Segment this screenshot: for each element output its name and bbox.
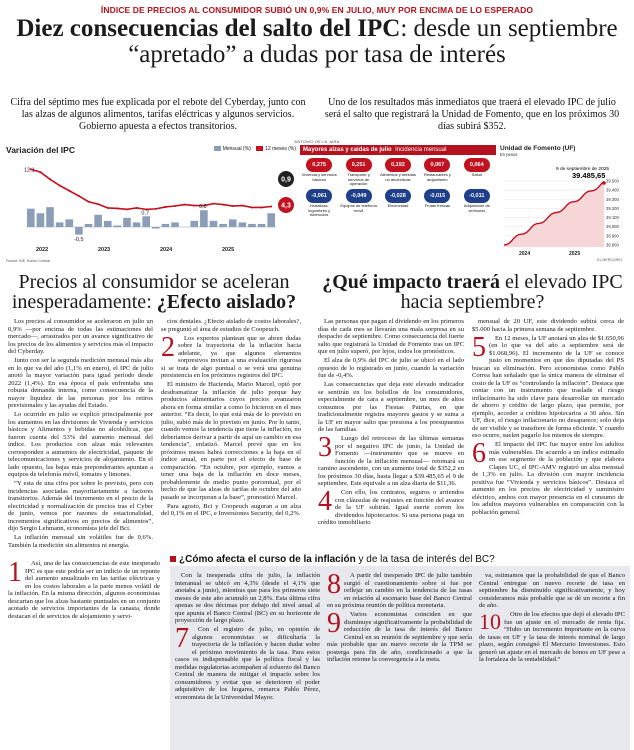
ipc-point-doce bbox=[241, 205, 243, 207]
item-4-text: Con ello, los contratos, seguros o arriendos con cláusulas de reajustes en función del avance de la UF subirán. Igual suerte corren los dividendos hipotecarios. Si una persona paga un crédito inmobiliario bbox=[318, 489, 464, 526]
legend-swatch-mensual bbox=[214, 146, 221, 151]
ipc-point-doce bbox=[68, 190, 70, 192]
item-2 bbox=[161, 331, 301, 380]
item-3-text: Luego del retroceso de las últimas semanas por el negativo IPC de junio, la Unidad de Fomento —instrumento que se mueve en función de la inflación mensual— retomará su camino ascendente, con un aumento total de $352,2 en los próximos 30 días, hasta llegar a $39.485,65 el 9 de septiembre. Este equivale a un alza diaria de $11,36. bbox=[318, 435, 464, 487]
ipc-chart-panel bbox=[6, 145, 296, 263]
ipc-point-doce bbox=[126, 208, 128, 210]
brand-watermark: EL MERCURIO bbox=[597, 258, 622, 262]
ipc-badge-label: 0,9 bbox=[281, 176, 291, 184]
item-9 bbox=[327, 608, 472, 664]
item-10-number: 10 bbox=[479, 609, 501, 634]
band-col-1-p0: Con la inesperada cifra de julio, la inflación interanual se ubicó en 4,3% (desde el 4,1% que anotaba a junio), mientras que para los primeros siete meses de este año acumuló un 2,8%. Esta última cifra apenas se dos décimas por debajo del nivel anual al que apunta el Banco Central (BC) en su horizonte de proyección de largo plazo. bbox=[175, 572, 320, 624]
col-a2-p3: Para agosto, Bci y Coopeuch auguran a un alza del 0,1% en el IPC, e Inversiones Security, del 0,2%. bbox=[161, 502, 301, 517]
incidence-label: Transporte y servicios de operación bbox=[347, 172, 370, 187]
uf-tick-label: 39.200 bbox=[606, 205, 619, 211]
ipc-point-doce bbox=[222, 204, 224, 206]
uf-title: Unidad de Fomento (UF) bbox=[500, 145, 576, 152]
incidence-value: -0,011 bbox=[464, 189, 490, 203]
item-1 bbox=[8, 560, 160, 620]
col-b2 bbox=[472, 318, 624, 554]
section-a-title bbox=[8, 272, 300, 312]
ipc-bar-mensual bbox=[200, 210, 208, 227]
uf-end-point bbox=[602, 181, 606, 185]
ipc-bar-mensual bbox=[219, 224, 227, 227]
item-8-number: 8 bbox=[327, 572, 341, 600]
ipc-bar-mensual bbox=[65, 219, 73, 227]
ipc-bar-mensual bbox=[258, 224, 266, 227]
item-2-number: 2 bbox=[161, 331, 175, 363]
incidence-item bbox=[339, 158, 377, 187]
ipc-point-doce bbox=[136, 207, 138, 209]
ipc-point-doce bbox=[39, 171, 41, 173]
ipc-badge-label: 4,3 bbox=[281, 202, 291, 210]
item-1-number: 1 bbox=[8, 560, 22, 588]
item-5-number: 5 bbox=[472, 331, 486, 363]
uf-tick-label: 39.400 bbox=[606, 187, 619, 193]
section-b-em: ¿Qué impacto traerá bbox=[322, 271, 500, 293]
ipc-point-doce bbox=[59, 185, 61, 187]
uf-panel bbox=[500, 145, 628, 263]
item-10 bbox=[479, 611, 625, 664]
incidence-label: Equipos de telefonía móvil bbox=[340, 203, 377, 213]
col-a2-p1: Los expertos plantean que se abren dudas sobre la trayectoria de la inflación hacia adelante, ya que algunos elementos sorpresivos invitan a una evaluación rigurosa si se trata de algo puntual o se verá una genuina persistencia en los próximos registros del IPC. bbox=[161, 334, 301, 379]
ipc-bar-mensual bbox=[171, 222, 179, 227]
item-3 bbox=[318, 432, 464, 488]
incidence-value: -0,015 bbox=[424, 189, 450, 203]
ipc-bar-mensual bbox=[85, 224, 93, 227]
ipc-chart-title: Variación del IPC bbox=[6, 145, 75, 155]
incidence-item bbox=[300, 189, 338, 218]
uf-tick-label: 39.000 bbox=[606, 224, 619, 230]
ipc-point-doce bbox=[97, 203, 99, 205]
ipc-point-doce bbox=[193, 205, 195, 207]
item-8 bbox=[327, 572, 472, 610]
ipc-bar-mensual bbox=[142, 216, 150, 227]
ipc-bar-mensual bbox=[152, 227, 160, 229]
band-title-bold: ¿Cómo afecta el curso de la inflación bbox=[179, 554, 356, 565]
col-a1-p4: La inflación mensual sin volátiles fue de 0,6%. También la medición sin alimentos ni energía. bbox=[8, 534, 153, 549]
mayores-panel bbox=[300, 145, 496, 263]
ipc-year-label: 2025 bbox=[222, 247, 235, 253]
item-6-number: 6 bbox=[472, 438, 486, 469]
incidence-item bbox=[458, 189, 496, 218]
col-b1-p1: El alza de 0,9% del IPC de julio se ubicó en el lado opuesto de lo registrado en junio, cuando la variación fue de -0,4%. bbox=[318, 357, 464, 379]
ipc-bar-mensual bbox=[210, 221, 218, 227]
incidence-item bbox=[418, 189, 456, 218]
legend-swatch-doce bbox=[256, 146, 263, 151]
ipc-source: Fuente: INE, Banco Central bbox=[6, 259, 50, 263]
ipc-bar-mensual bbox=[133, 222, 141, 227]
incidence-label: Alimentos y bebidas no alcohólicas bbox=[380, 172, 416, 182]
uf-date: 9 de septiembre de 2025 bbox=[556, 167, 610, 172]
uf-chart bbox=[500, 161, 628, 259]
photo-credit: ANTONIO DE LA JARA bbox=[294, 140, 340, 144]
ipc-point-doce bbox=[213, 203, 215, 205]
ipc-point-doce bbox=[164, 206, 166, 208]
mayores-grid bbox=[300, 158, 496, 218]
headline-rest: : desde un septiembre “apretado” a dudas por tasa de interés bbox=[128, 15, 618, 68]
ipc-bar-mensual bbox=[94, 215, 102, 227]
ipc-bar-mensual bbox=[162, 224, 170, 227]
incidence-value: -0,061 bbox=[306, 189, 332, 203]
ipc-point-doce bbox=[232, 205, 234, 207]
band-box bbox=[170, 566, 630, 750]
mayores-header bbox=[300, 145, 496, 155]
ipc-point-doce bbox=[174, 205, 176, 207]
incidence-value: -0,028 bbox=[385, 189, 411, 203]
col-a1-p3: “Y esta de una cifra por sobre lo previsto, pero con incidencias asociadas mayoritariamente a factores transitorios. Además del incremento en el precio de la electricidad y normalización de precios tras el Cyber de junio, vemos por razones de estacionalidad, incrementos significativos en precios de alimentos”, dijo Sergio Lehmann, economista jefe del Bci. bbox=[8, 480, 153, 532]
ipc-point-doce bbox=[116, 207, 118, 209]
item-3-number: 3 bbox=[318, 432, 332, 463]
incidence-item bbox=[300, 158, 338, 187]
ipc-point-doce bbox=[88, 201, 90, 203]
ipc-bar-mensual bbox=[27, 209, 35, 227]
section-a-em: ¿Efecto aislado? bbox=[156, 291, 297, 313]
ipc-point-doce bbox=[261, 206, 263, 208]
deck-right: Uno de los resultados más inmediatos que traerá el elevado IPC de julio será el salto que registrará la Unidad de Fomento, que en los próximos 30 días subirá $352. bbox=[324, 97, 620, 132]
item-8-text: A partir del inesperado IPC de julio también surgió el cuestionamiento sobre si fue por reflejar un cambio en la tendencia de las tasas en relación al escenario base del Banco Central en su próxima reunión de política monetaria. bbox=[327, 572, 472, 609]
item-7-text: Con el registro de julio, en opinión de algunos economistas se dificultaría la trayectoria de la inflación y hacen dudar sobre el próximo movimiento de la tasa. Para estos casos es indispensable que la política fiscal y las medidas regulatorias acompañen al esfuerzo del Banco Central de manera de mitigar el impacto sobre los consumidores y evitar que se deterioren el poder adquisitivo de los hogares, remarca Pablo Pérez, economista de la Universidad Mayor. bbox=[175, 626, 320, 701]
incidence-value: -0,049 bbox=[346, 189, 372, 203]
col-a1 bbox=[8, 318, 153, 554]
band-col-2 bbox=[327, 572, 472, 748]
ipc-bar-mensual bbox=[75, 227, 83, 235]
incidence-value: 0,064 bbox=[464, 158, 490, 172]
ipc-bar-mensual bbox=[104, 221, 112, 227]
incidence-label: Vivienda y servicios básicos bbox=[301, 172, 337, 182]
incidence-item bbox=[418, 158, 456, 187]
uf-tick-label: 38.900 bbox=[606, 233, 619, 239]
item-4 bbox=[318, 486, 464, 527]
incidence-value: 0,192 bbox=[385, 158, 411, 172]
incidence-item bbox=[339, 189, 377, 218]
ipc-bar-mensual bbox=[37, 213, 45, 227]
col-a2 bbox=[161, 318, 301, 554]
incidence-item bbox=[379, 189, 417, 218]
ipc-point-doce bbox=[107, 207, 109, 209]
band-col-3-p0: va, estimamos que la probabilidad de que el Banco Central entregue un nuevo recorte de tasa en septiembre ha disminuido significativamente, y hoy consideramos más probable que se dé un recorte a fin de año. bbox=[479, 572, 625, 609]
ipc-point-doce bbox=[270, 205, 272, 207]
kicker: ÍNDICE DE PRECIOS AL CONSUMIDOR SUBIÓ UN 0,9% EN JULIO, MUY POR ENCIMA DE LO ESPERADO bbox=[100, 5, 534, 15]
item-5 bbox=[472, 331, 624, 440]
ipc-year-label: 2024 bbox=[160, 247, 173, 253]
col-b1-p2: Las consecuencias que deja este elevado indicador se sentirán en los bolsillos de los consumidores, especialmente de cara a septiembre, un mes de altos consumos por las Fiestas Patrias, en que tradicionalmente registra mayores gastos y se suma a la UF en mayor salto que presiona a los presupuestos de las familias. bbox=[318, 381, 464, 433]
uf-tick-label: 39.100 bbox=[606, 215, 619, 221]
item-9-text: Varios economistas coinciden en que disminuye significativamente la probabilidad de reducción de la tasa de interés del Banco Central en su reunión de septiembre y que sería más probable que un nuevo recorte de la TPM se posterga para fin de año, condicionado a que la inflación retome la convergencia a la meta. bbox=[327, 611, 472, 663]
ipc-year-label: 2022 bbox=[36, 247, 49, 253]
uf-year-label: 2024 bbox=[519, 251, 531, 257]
incidence-value: 0,251 bbox=[346, 158, 372, 172]
ipc-point-doce bbox=[184, 204, 186, 206]
section-a-text: Precios al consumidor se aceleran inesperadamente: bbox=[11, 271, 290, 313]
item-7-number: 7 bbox=[175, 623, 189, 654]
mayores-sub: Incidencia mensual bbox=[395, 147, 447, 153]
incidence-label: Frutas frescas bbox=[424, 203, 451, 208]
deck-left: Cifra del séptimo mes fue explicada por el rebote del Cyberday, junto con las alzas de algunos alimentos, tarifas eléctricas y algunos servicios. Gobierno apuesta a efectos transitorios. bbox=[10, 97, 306, 132]
ipc-legend bbox=[210, 146, 296, 152]
ipc-point-doce bbox=[155, 208, 157, 210]
item-5-text: En 12 meses, la UF anotará un alza de $1.650,96 (en lo que va del año a septiembre será de $1.068,96). El incremento de la UF se conoce justo en momentos en que dos diputadas del PS buscan su eliminación. Pero economistas como Pablo Correa han señalado que la única manera de eliminar el costo de la UF es “controlando la inflación”. Destaca que contar con un instrumento que traslade el riesgo inflacionario ha sido clave para desarrollar un mercado de ahorro y crédito de largo plazo, que permite, por ejemplo, acceder a créditos hipotecarios a 30 años. Sin UF, dice, el riesgo inflacionario no desaparece; solo deja de ser visible y se transfiere de forma eficiente. Y cuando eso ocurre, suelen pagarlo los mismos de siempre. bbox=[472, 334, 624, 439]
item-6 bbox=[472, 438, 624, 516]
legend-mensual: Mensual (%) bbox=[222, 146, 251, 152]
incidence-value: 0,275 bbox=[306, 158, 332, 172]
ipc-data-label: 12,1 bbox=[24, 167, 35, 174]
item-10-text: Otro de los efectos que dejó el elevado IPC fue un ajuste en el mercado de renta fija. “Hubo un incremento importante en la curva de tasas en UF y la tasa de interés nominal de largo plazo, según consignó El Mercurio Inversiones. Esto generó un ajuste en el mercado de bonos en UF pese a la fortaleza de la rentabilidad.” bbox=[479, 611, 625, 663]
incidence-label: Adquisición de vehículos bbox=[463, 203, 490, 213]
uf-year-label: 2025 bbox=[569, 251, 581, 257]
incidence-label: Salud bbox=[471, 172, 482, 177]
incidence-label: Hortalizas, legumbres y tubérculos bbox=[308, 203, 331, 218]
ipc-data-label: 0,8 bbox=[199, 204, 207, 211]
legend-doce: 12 meses (%) bbox=[265, 146, 296, 152]
item-7 bbox=[175, 623, 320, 701]
ipc-bar-mensual bbox=[248, 224, 256, 227]
col-a2-p0: cios dentales. ¿Efecto aislado de costos laborales?, se preguntó el área de estudios de Coopeuch. bbox=[161, 318, 301, 333]
col-b1-p0: Las personas que pagan el dividendo en los primeros días de cada mes se llevarán una mala sorpresa en su despacho de septiembre. Como consecuencia del fuerte salto que registrará la Unidad de Fomento tras un IPC que en julio superó, por lejos, todos los pronósticos. bbox=[318, 318, 464, 355]
item-1-text: Así, una de las consecuencias de este inesperado IPC es que este podría ser un indicio de un repunte del aumento anualizado en las tarifas eléctricas y en los costos laborales a la parte menos volátil de la inflación. En la misma dirección, algunos economistas descartan que los alzas bastante puntuales en un conjunto acotado de servicios importantes de la canasta, donde destacan el de servicios de alojamiento y servi- bbox=[8, 560, 160, 620]
ipc-data-label: 0,7 bbox=[141, 210, 150, 217]
uf-tick-label: 38.800 bbox=[606, 242, 619, 248]
band-title bbox=[170, 554, 630, 565]
headline bbox=[4, 16, 630, 68]
ipc-bar-mensual bbox=[56, 222, 64, 227]
uf-value: 39.485,65 bbox=[572, 171, 606, 180]
ipc-bar-mensual bbox=[123, 218, 131, 227]
ipc-bar-mensual bbox=[190, 221, 198, 227]
ipc-bar-mensual bbox=[267, 213, 275, 227]
col-a2-p2: El ministro de Hacienda, Mario Marcel, optó por desdramatizar la inflación de julio porque hay productos alimentarios cuyos precios avanzaron ahora en forma similar a como lo hicieron en el mes anterior. “Es decir, lo que está más de lo previsto en julio, subió más de lo previsto en junio. Por lo tanto, cuando vemos la tendencia que tiene la inflación, no deberíamos derivar a partir de aquí un cambio en esa tendencia”, enfatizó. Marcel prevé que en los próximos meses habrá correcciones a la baja en el índice anual, en parte por el efecto de base de comparación. “En octubre, por ejemplo, vamos a tener una baja de la inflación en doce meses, probablemente de medio punto porcentual, por el hecho de que las alzas de tarifas de octubre del año pasado se incorporan a la base”, pronosticó Marcel. bbox=[161, 381, 301, 501]
ipc-point-doce bbox=[251, 206, 253, 208]
col-b1 bbox=[318, 318, 464, 554]
col-a-bottom bbox=[8, 560, 160, 748]
section-b-title bbox=[320, 272, 625, 312]
infographic bbox=[6, 145, 628, 263]
uf-tick-label: 39.300 bbox=[606, 196, 619, 202]
col-b2-p0: mensual de 20 UF, este dividendo subirá cerca de $5.000 hacia la primera semana de septiembre. bbox=[472, 318, 624, 333]
band-title-rest: y de la tasa de interés del BC? bbox=[355, 554, 495, 565]
incidence-label: Electricidad bbox=[387, 203, 409, 208]
incidence-item bbox=[379, 158, 417, 187]
ipc-bar-mensual bbox=[46, 207, 54, 227]
band-col-1 bbox=[175, 572, 320, 748]
incidence-value: 0,067 bbox=[424, 158, 450, 172]
item-4-number: 4 bbox=[318, 486, 332, 517]
ipc-year-label: 2023 bbox=[98, 247, 111, 253]
ipc-point-doce bbox=[49, 178, 51, 180]
ipc-chart bbox=[6, 157, 296, 257]
item-9-number: 9 bbox=[327, 608, 341, 639]
col-a1-p1: Junto con ser la segunda medición mensual más alta en lo que va del año (1,1% en enero), el IPC de julio anotó la mayor variación para igual período desde 2022 (1,4%). En esa época el país enfrentaba una robusta demanda interna, como consecuencia de la mayor liquidez de las personas por los retiros previsionales y las ayudas del Estado. bbox=[8, 357, 153, 409]
band-bullet-icon bbox=[170, 556, 176, 562]
item-6-text: El impacto del IPC fue mayor entre los adultos más vulnerables. De acuerdo a un índice estimado en ese segmento de la población y que elabora Clapes UC, el IPC-AMV registró un alza mensual de 1,3% en julio. La división con mayor incidencia positiva fue “Vivienda y servicios básicos”. Destaca el aumento en los precios de electricidad y suministro eléctrico, ambos con mayor presencia en el consumo de los adultos mayores vulnerables en comparación con la población general. bbox=[472, 441, 624, 516]
uf-tick-label: 39.500 bbox=[606, 178, 619, 184]
ipc-line-doce bbox=[31, 169, 271, 209]
band-col-3 bbox=[479, 572, 625, 748]
incidence-item bbox=[458, 158, 496, 187]
ipc-bar-mensual bbox=[229, 219, 237, 227]
ipc-point-doce bbox=[78, 195, 80, 197]
ipc-bar-mensual bbox=[114, 225, 122, 227]
mayores-title: Mayores alzas y caídas de julio bbox=[303, 147, 392, 153]
uf-unit: En pesos bbox=[500, 152, 518, 157]
col-a1-p0: Los precios al consumidor se aceleraron en julio un 0,9% —por encima de todas las estimaciones del mercado—, arrastrados por un avance significativo de los precios de los alimentos y servicios más el impacto del Cyberday. bbox=[8, 318, 153, 355]
ipc-data-label: -0,5 bbox=[74, 237, 84, 243]
section-b-text: el elevado IPC hacia septiembre? bbox=[400, 271, 623, 313]
col-a1-p2: Lo ocurrido en julio se explicó principalmente por los aumentos en las divisiones de Vivienda y servicios básicos y Alimentos y bebidas no alcohólicas, que fueron cuenta del 53% del aumento mensual del índice. Los productos con alzas más relevantes corresponden a aumentos de electricidad, paquete de telecomunicaciones y servicios de alojamiento. En el lado opuesto, las bajas más preponderantes apuntan a equipos de telefonía móvil, tomates y limones. bbox=[8, 411, 153, 478]
incidence-label: Restaurantes y alojamiento bbox=[423, 172, 451, 182]
headline-bold: Diez consecuencias del salto del IPC bbox=[16, 15, 401, 42]
ipc-bar-mensual bbox=[239, 222, 247, 227]
